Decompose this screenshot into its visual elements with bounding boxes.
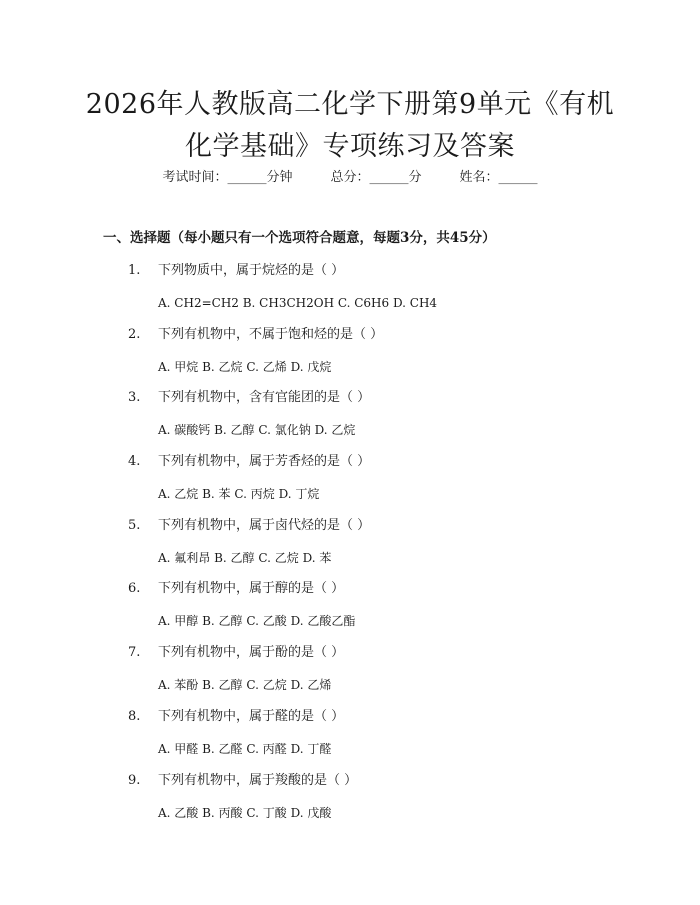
- question-options: A. 碳酸钙 B. 乙醇 C. 氯化钠 D. 乙烷: [158, 423, 356, 438]
- title-line-2: 化学基础》专项练习及答案: [185, 131, 515, 162]
- total-score-field: 总分：______分: [330, 170, 422, 185]
- question-options: A. 氟利昂 B. 乙醇 C. 乙烷 D. 苯: [158, 550, 332, 565]
- question-number: 6.: [128, 581, 141, 597]
- question-stem: 下列物质中，属于烷烃的是（ ）: [158, 263, 345, 278]
- question-item: [0, 385, 700, 449]
- question-stem: 下列有机物中，含有官能团的是（ ）: [158, 390, 371, 406]
- question-number: 9.: [128, 772, 141, 788]
- question-stem: 下列有机物中，属于羧酸的是（ ）: [158, 772, 358, 788]
- question-stem: 下列有机物中，属于醇的是（ ）: [158, 581, 345, 597]
- question-stem: 下列有机物中，属于醛的是（ ）: [158, 708, 345, 724]
- question-number: 1.: [128, 263, 141, 278]
- question-item: [0, 576, 700, 640]
- document-title: [60, 84, 640, 168]
- exam-time-field: 考试时间：______分钟: [162, 170, 293, 185]
- name-field: 姓名：______: [459, 170, 538, 185]
- question-options: A. 乙酸 B. 丙酸 C. 丁酸 D. 戊酸: [158, 805, 332, 820]
- exam-info-line: [0, 168, 700, 188]
- question-stem: 下列有机物中，属于卤代烃的是（ ）: [158, 517, 371, 533]
- question-item: [0, 704, 700, 768]
- question-item: [0, 258, 700, 322]
- question-item: [0, 513, 700, 577]
- question-options: A. 乙烷 B. 苯 C. 丙烷 D. 丁烷: [158, 487, 320, 502]
- question-number: 3.: [128, 390, 141, 406]
- section-heading: 一、选择题（每小题只有一个选项符合题意，每题3分，共45分）: [103, 230, 496, 246]
- question-number: 4.: [128, 454, 141, 470]
- question-options: A. 甲醇 B. 乙醇 C. 乙酸 D. 乙酸乙酯: [158, 614, 356, 629]
- question-item: [0, 640, 700, 704]
- question-list: [0, 258, 700, 831]
- question-options: A. 苯酚 B. 乙醇 C. 乙烷 D. 乙烯: [158, 678, 332, 693]
- question-stem: 下列有机物中，属于芳香烃的是（ ）: [158, 454, 371, 470]
- question-item: [0, 322, 700, 386]
- question-number: 2.: [128, 326, 141, 342]
- question-stem: 下列有机物中，属于酚的是（ ）: [158, 645, 345, 661]
- question-stem: 下列有机物中，不属于饱和烃的是（ ）: [158, 326, 384, 342]
- question-number: 7.: [128, 645, 141, 661]
- question-item: [0, 449, 700, 513]
- question-options: A. CH2=CH2 B. CH3CH2OH C. C6H6 D. CH4: [158, 296, 438, 310]
- title-line-1: 2026年人教版高二化学下册第9单元《有机: [85, 89, 615, 120]
- question-options: A. 甲烷 B. 乙烷 C. 乙烯 D. 戊烷: [158, 359, 332, 374]
- question-item: [0, 768, 700, 832]
- question-number: 8.: [128, 708, 141, 724]
- question-options: A. 甲醛 B. 乙醛 C. 丙醛 D. 丁醛: [158, 741, 332, 756]
- question-number: 5.: [128, 517, 141, 533]
